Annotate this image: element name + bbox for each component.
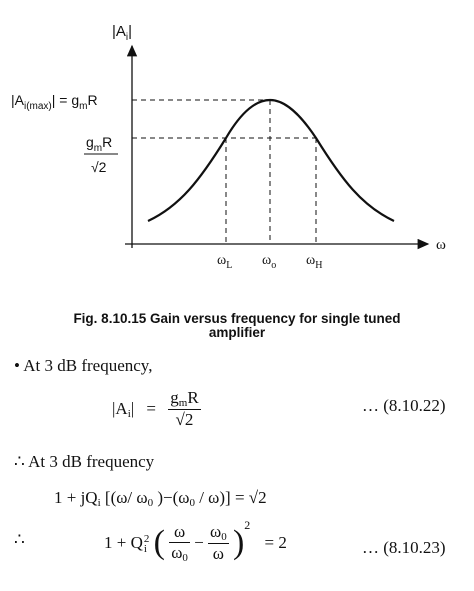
equation-8-10-23: 1 + Q 2 i ( $\frac{\omega}{\omega_0}$ − $\frac{\omega_0}{\omega}$ )$^2$ = 2: [104, 518, 287, 565]
caption-line-1: Fig. 8.10.15 Gain versus frequency for single tuned: [73, 311, 401, 326]
eq1-equals: =: [146, 399, 156, 418]
eq3-therefore: ∴: [14, 530, 25, 549]
equation-3db-condition: $1 + jQ_i$ [(ω/ $\omega_0$ )$-(\omega_0 / \omega)] = √2$: [54, 488, 267, 509]
equation-8-10-22: [112, 388, 201, 430]
figure-caption: [0, 312, 474, 340]
eq3-number: … (8.10.23): [362, 538, 446, 557]
eq3-fraction-1: $\frac{\omega}{\omega_0}$: [171, 522, 188, 565]
omega-H-label: $\omega_H$: [306, 253, 323, 271]
bullet-3db-text: • At 3 dB frequency,: [14, 356, 153, 375]
3db-label-numerator: $g_mR$: [86, 134, 113, 154]
caption-line-2: amplifier: [208, 325, 266, 340]
max-gain-label: $|A_{i(max)}| = g_mR$: [11, 92, 98, 112]
therefore-3db-text: ∴ At 3 dB frequency: [14, 452, 155, 471]
y-axis-label: $|A_i|$: [112, 23, 133, 43]
3db-label-denominator: √2: [91, 159, 107, 175]
eq1-number: … (8.10.22): [362, 396, 446, 415]
x-axis-label: ω: [436, 237, 446, 253]
eq1-fraction: $\frac{g_mR}{√2}$: [170, 388, 199, 429]
eq1-lhs: $|A_i|$: [112, 398, 135, 420]
gain-curve: [148, 100, 394, 221]
omega-L-label: $\omega_L$: [217, 253, 233, 271]
omega-o-label: $\omega_o$: [262, 253, 277, 271]
eq3-fraction-2: $\frac{\omega_0}{\omega}$: [210, 522, 227, 564]
